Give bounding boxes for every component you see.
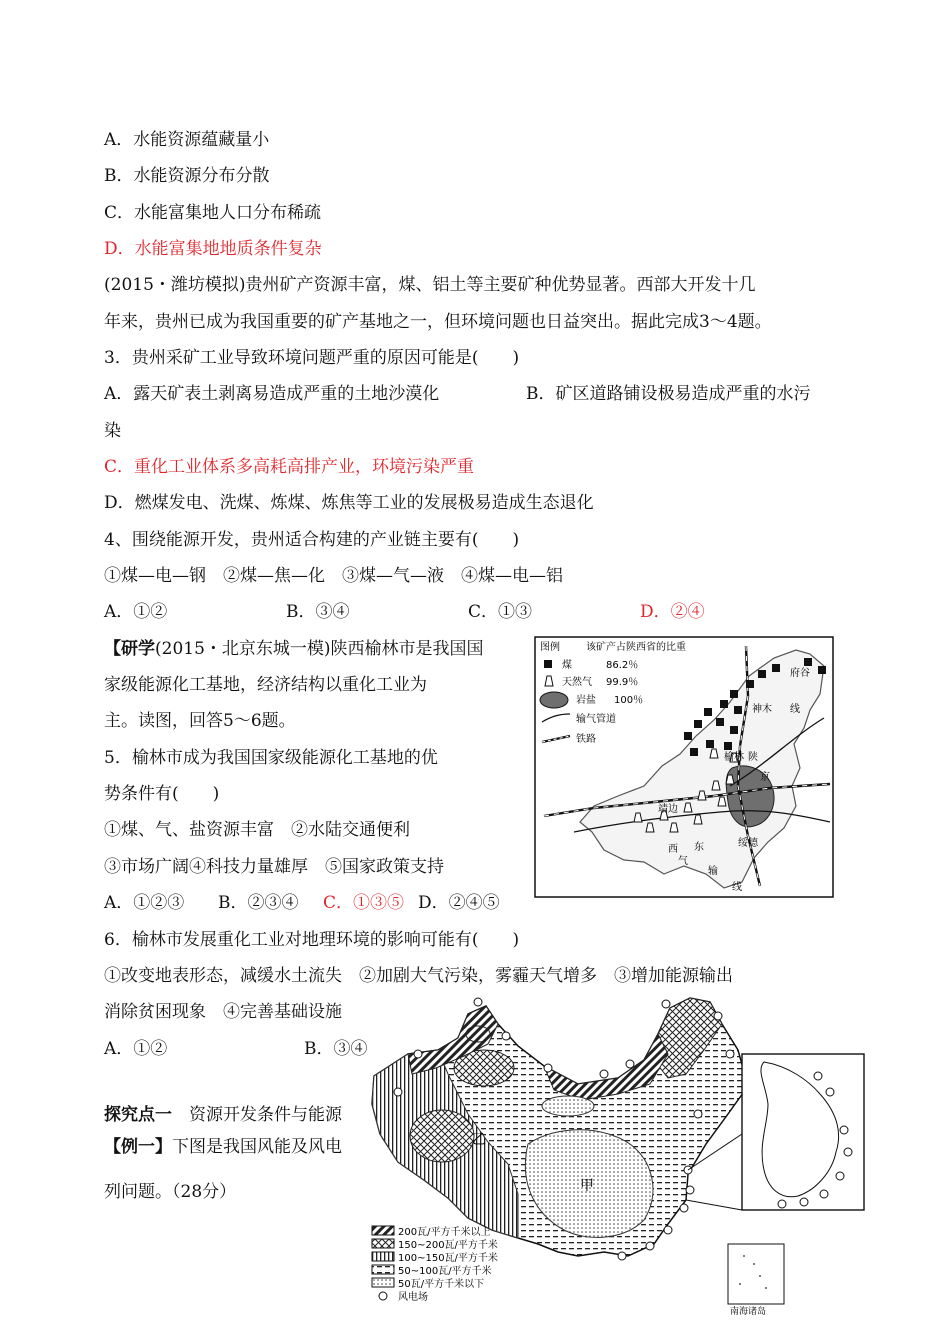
place-shenmu: 神木 — [752, 704, 772, 715]
example-line2: 列问题。（28分） — [104, 1182, 237, 1202]
q4-stem: 4、围绕能源开发，贵州适合构建的产业链主要有( ) — [104, 530, 520, 550]
legend-swatch-200 — [372, 1226, 394, 1235]
tanjiu-title: 探究点一 — [104, 1105, 172, 1125]
place-shu: 输 — [708, 866, 718, 877]
q3-option-a: A．露天矿表土剥离易造成严重的土地沙漠化 — [104, 384, 440, 404]
inset-pointer-2 — [686, 1200, 742, 1210]
legend-swatch-below-50 — [372, 1278, 394, 1287]
yulin-map — [534, 636, 834, 898]
tanjiu-heading — [104, 1103, 342, 1127]
place-shan: 陕 — [748, 752, 758, 763]
q5-option-c-answer: C．①③⑤ — [323, 893, 405, 913]
place-xian-2: 线 — [732, 882, 742, 893]
q4-option-b: B．③④ — [286, 602, 350, 622]
wind-farm-circle-icon — [379, 1292, 387, 1300]
yanxue-line2: 家级能源化工基地，经济结构以重化工业为 — [104, 675, 427, 695]
intro-3-4-line2: 年来，贵州已成为我国重要的矿产基地之一，但环境问题也日益突出。据此完成3～4题。 — [104, 312, 772, 332]
q3-stem: 3．贵州采矿工业导致环境问题严重的原因可能是( ) — [104, 348, 520, 368]
zone-150-200-tibet — [410, 1110, 474, 1162]
coal-square-icon — [544, 660, 552, 668]
south-sea-label: 南海诸岛 — [730, 1307, 767, 1317]
q6-option-a: A．①② — [104, 1039, 168, 1059]
legend-swatch-50 — [372, 1265, 394, 1274]
salt-icon — [540, 692, 568, 708]
q2-option-b: B．水能资源分布分散 — [104, 166, 270, 186]
q2-option-c: C．水能富集地人口分布稀疏 — [104, 203, 322, 223]
legend-salt-share: 100％ — [614, 695, 644, 706]
q2-option-d-answer: D．水能富集地地质条件复杂 — [104, 239, 322, 259]
q6-option-b: B．③④ — [304, 1039, 368, 1059]
legend-pipeline: 输气管道 — [576, 714, 616, 725]
place-xi: 西 — [668, 844, 678, 855]
zone-below-50-north — [542, 1096, 594, 1116]
legend-gas-share: 99.9％ — [606, 677, 639, 688]
legend-salt-name: 岩盐 — [576, 695, 596, 706]
q5-items-line1: ①煤、气、盐资源丰富 ②水陆交通便利 — [104, 820, 410, 840]
q3-option-b: B．矿区道路铺设极易造成严重的水污 — [526, 384, 811, 404]
q6-items-line2: 消除贫困现象 ④完善基础设施 — [104, 1002, 342, 1022]
q4-option-d-answer: D．②④ — [640, 602, 705, 622]
legend-coal-name: 煤 — [562, 660, 572, 671]
place-jingbian: 靖边 — [658, 804, 678, 815]
yanxue-line3: 主。读图，回答5～6题。 — [104, 711, 296, 731]
q3-option-b-cont: 染 — [104, 421, 121, 441]
place-fugu: 府谷 — [790, 668, 810, 679]
q6-items-line1: ①改变地表形态，减缓水土流失 ②加剧大气污染，雾霾天气增多 ③增加能源输出 — [104, 966, 733, 986]
legend-100: 100~150瓦/平方千米 — [398, 1253, 498, 1264]
legend-swatch-150 — [372, 1239, 394, 1248]
legend-swatch-100 — [372, 1252, 394, 1261]
place-qi: 气 — [678, 856, 688, 867]
example-line1 — [104, 1135, 342, 1159]
yanxue-line1 — [104, 637, 484, 661]
legend-150: 150~200瓦/平方千米 — [398, 1240, 498, 1251]
legend-below-50: 50瓦/平方千米以下 — [398, 1279, 485, 1290]
place-xian-1: 线 — [790, 704, 800, 715]
q5-option-a: A．①②③ — [104, 893, 185, 913]
south-sea-inset — [728, 1244, 784, 1304]
q5-items-line2: ③市场广阔④科技力量雄厚 ⑤国家政策支持 — [104, 857, 444, 877]
place-jing: 京 — [760, 772, 770, 783]
china-wind-map — [368, 994, 878, 1318]
q4-option-c: C．①③ — [468, 602, 533, 622]
zone-label-jia: 甲 — [580, 1178, 594, 1194]
q5-option-d: D．②④⑤ — [418, 893, 500, 913]
q2-option-a: A．水能资源蕴藏量小 — [104, 130, 270, 150]
legend-gas-name: 天然气 — [562, 677, 592, 688]
q6-stem: 6．榆林市发展重化工业对地理环境的影响可能有( ) — [104, 930, 520, 950]
wind-legend — [372, 1225, 498, 1303]
example-tag: 【例一】 — [104, 1137, 172, 1157]
legend-railway: 铁路 — [576, 734, 596, 745]
q3-option-c-answer: C．重化工业体系多高耗高排产业，环境污染严重 — [104, 457, 475, 477]
q4-items: ①煤—电—钢 ②煤—焦—化 ③煤—气—液 ④煤—电—铝 — [104, 566, 563, 586]
yulin-legend-header: 该矿产占陕西省的比重 — [586, 642, 686, 653]
yanxue-tag: 【研学 — [104, 639, 155, 659]
yulin-legend-title: 图例 — [540, 642, 560, 653]
q4-option-a: A．①② — [104, 602, 168, 622]
zone-label-yi: 乙 — [472, 1132, 486, 1148]
yanxue-text1: (2015・北京东城一模)陕西榆林市是我国国 — [155, 639, 484, 659]
gas-icon — [545, 676, 553, 686]
legend-200: 200瓦/平方千米以上 — [398, 1227, 491, 1238]
place-dong: 东 — [694, 842, 704, 853]
place-suide: 绥德 — [738, 838, 758, 849]
intro-3-4-line1: (2015・潍坊模拟)贵州矿产资源丰富，煤、铝土等主要矿种优势显著。西部大开发十几 — [104, 275, 756, 295]
zone-200-north — [466, 1026, 490, 1042]
q5-option-b: B．②③④ — [218, 893, 299, 913]
place-yulin: 榆林 — [724, 752, 744, 763]
legend-50: 50~100瓦/平方千米 — [398, 1266, 492, 1277]
q5-stem-line1: 5．榆林市成为我国国家级能源化工基地的优 — [104, 748, 438, 768]
q3-option-d: D．燃煤发电、洗煤、炼煤、炼焦等工业的发展极易造成生态退化 — [104, 493, 594, 513]
q5-stem-line2: 势条件有( ) — [104, 784, 220, 804]
example-text: 下图是我国风能及风电 — [172, 1137, 342, 1157]
legend-coal-share: 86.2％ — [606, 660, 639, 671]
legend-wind-farm: 风电场 — [398, 1292, 428, 1303]
tanjiu-rest: 资源开发条件与能源 — [172, 1105, 342, 1125]
